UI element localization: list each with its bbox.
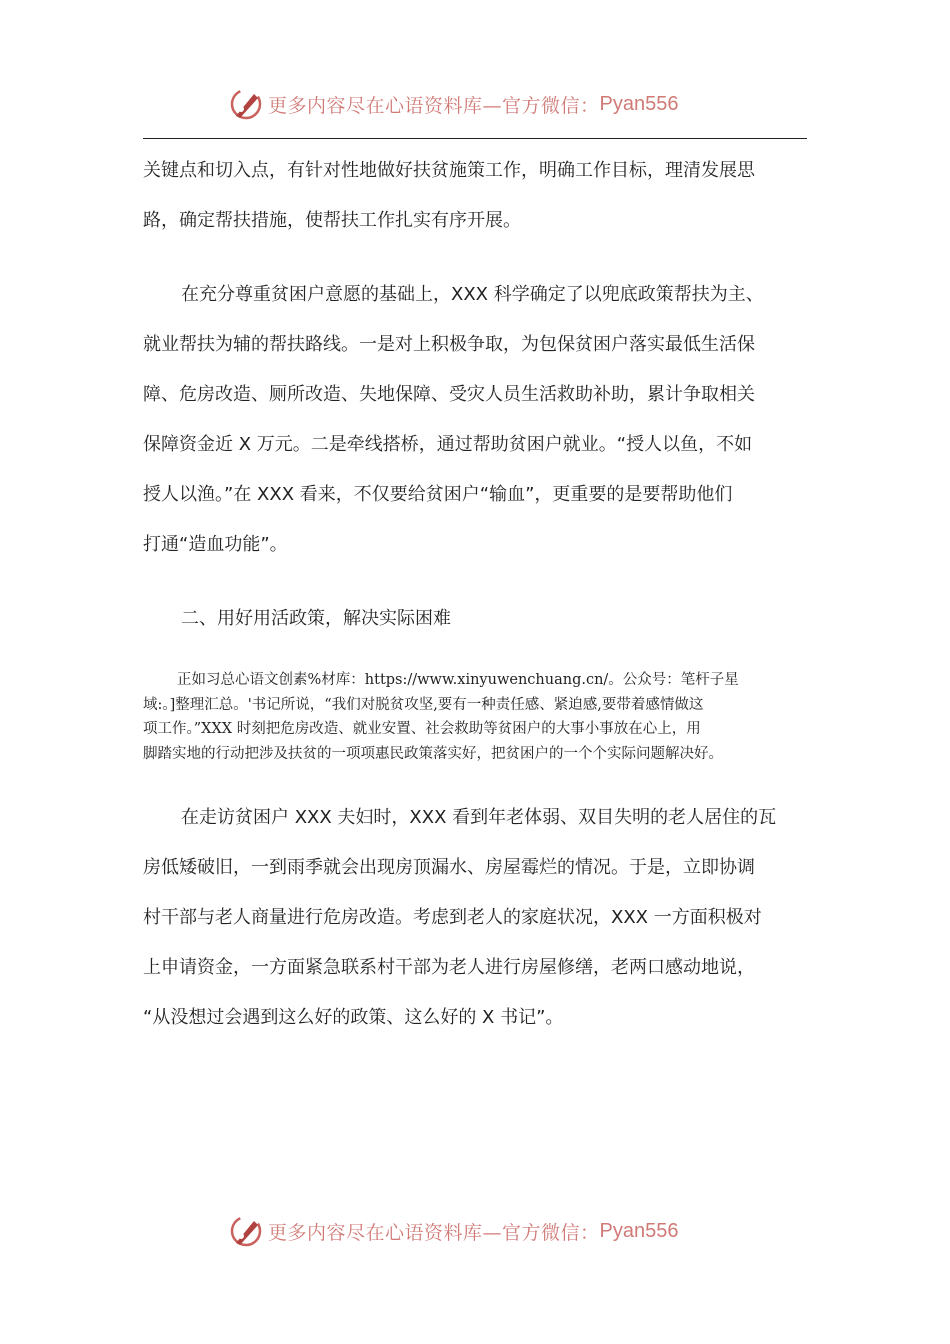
paragraph-4 — [143, 793, 809, 1043]
text-line: 域:。]整理汇总。'书记所说，“我们对脱贫攻坚,要有一种责任感、紧迫感,要带着感情做这 — [143, 696, 704, 713]
text-line: 就业帮扶为辅的帮扶路线。一是对上积极争取，为包保贫困户落实最低生活保 — [143, 334, 755, 355]
text-line: 打通“造血功能”。 — [143, 534, 288, 555]
pen-logo-icon — [228, 86, 264, 122]
text-line: 项工作。”XXX 时刻把危房改造、就业安置、社会救助等贫困户的大事小事放在心上，用 — [143, 721, 701, 737]
text-line: 路，确定帮扶措施，使帮扶工作扎实有序开展。 — [143, 210, 521, 231]
text-line: “从没想过会遇到这么好的政策、这么好的 X 书记”。 — [143, 1007, 564, 1028]
watermark-text: 更多内容尽在心语资料库—官方微信： — [268, 1221, 600, 1244]
text-line: 授人以渔。”在 XXX 看来，不仅要给贫困户“输血”，更重要的是要帮助他们 — [143, 484, 733, 505]
text-line: 脚踏实地的行动把涉及扶贫的一项项惠民政策落实好，把贫困户的一个个实际问题解决好。 — [143, 745, 723, 762]
watermark-id: Pyan556 — [599, 92, 679, 115]
text-line: 障、危房改造、厕所改造、失地保障、受灾人员生活救助补助，累计争取相关 — [143, 384, 755, 405]
text-line: 上申请资金，一方面紧急联系村干部为老人进行房屋修缮，老两口感动地说， — [143, 957, 755, 978]
text-line: 在充分尊重贫困户意愿的基础上，XXX 科学确定了以兜底政策帮扶为主、 — [181, 284, 764, 305]
pen-logo-icon — [228, 1213, 264, 1249]
paragraph-3 — [143, 668, 809, 766]
header-divider — [143, 138, 807, 139]
watermark-id: Pyan556 — [599, 1219, 679, 1242]
footer-watermark — [228, 1211, 678, 1251]
section-heading — [143, 594, 809, 644]
header-watermark — [228, 84, 678, 124]
paragraph-1 — [143, 146, 809, 246]
text-line: 正如习总心语文创素%材库：https://www.xinyuwenchuang.cn/。公众号：笔杆子星 — [177, 672, 739, 688]
text-line: 房低矮破旧，一到雨季就会出现房顶漏水、房屋霉烂的情况。于是，立即协调 — [143, 857, 755, 878]
text-line: 村干部与老人商量进行危房改造。考虑到老人的家庭状况，XXX 一方面积极对 — [143, 907, 762, 928]
text-line: 在走访贫困户 XXX 夫妇时，XXX 看到年老体弱、双目失明的老人居住的瓦 — [181, 807, 777, 828]
paragraph-2 — [143, 270, 809, 570]
heading-text: 二、用好用活政策，解决实际困难 — [181, 608, 451, 629]
text-line: 关键点和切入点，有针对性地做好扶贫施策工作，明确工作目标，理清发展思 — [143, 160, 755, 181]
text-line: 保障资金近 X 万元。二是牵线搭桥，通过帮助贫困户就业。“授人以鱼，不如 — [143, 434, 753, 455]
watermark-text: 更多内容尽在心语资料库—官方微信： — [268, 94, 600, 117]
